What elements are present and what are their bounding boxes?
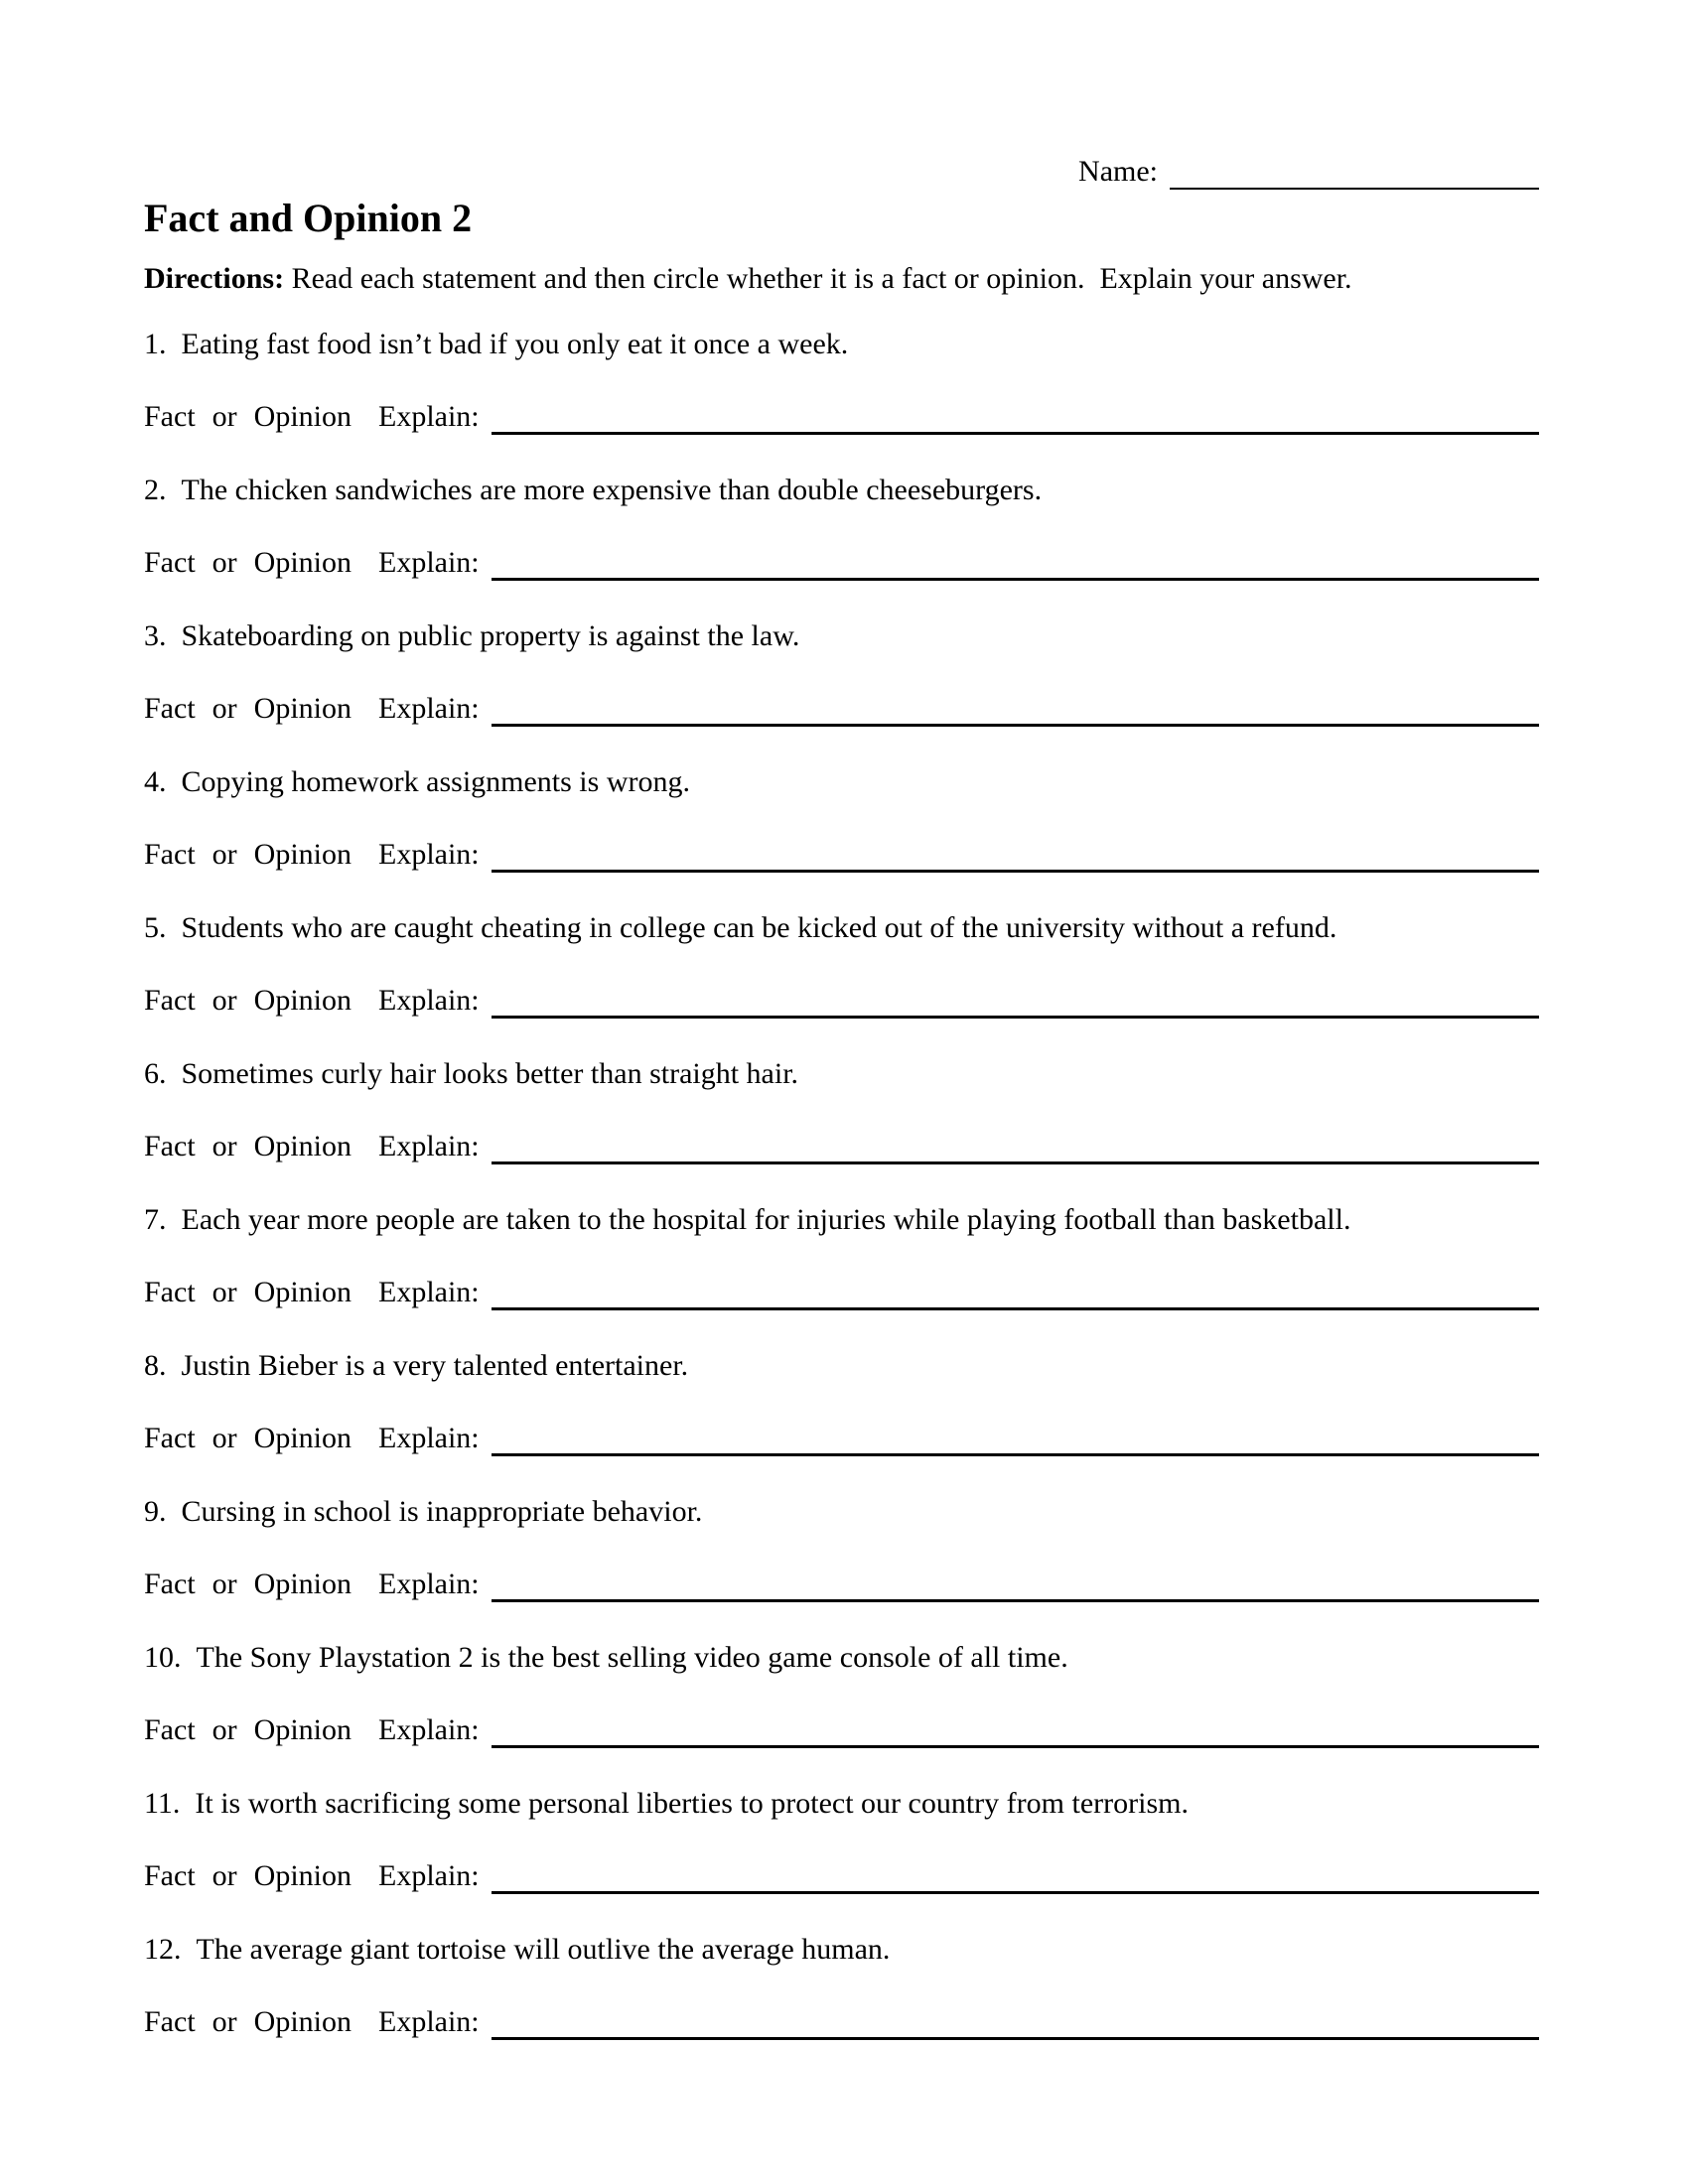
statement: [144, 618, 1539, 654]
explain-blank[interactable]: [492, 1129, 1539, 1164]
statement: [144, 1056, 1539, 1092]
statement-text: It is worth sacrificing some personal liberties to protect our country from terrorism.: [195, 1786, 1189, 1820]
statement-text: Each year more people are taken to the hospital for injuries while playing football than basketball.: [181, 1202, 1351, 1236]
page-title: Fact and Opinion 2: [144, 195, 473, 240]
worksheet-item: [144, 1932, 1539, 2040]
opinion-choice[interactable]: Opinion: [253, 1712, 352, 1746]
item-number: 8.: [144, 1348, 167, 1382]
answer-row: [144, 1421, 1539, 1456]
or-label: or: [211, 837, 237, 871]
item-number: 4.: [144, 764, 167, 798]
statement-text: Students who are caught cheating in college can be kicked out of the university without a refund.: [181, 910, 1337, 944]
worksheet-item: [144, 327, 1539, 435]
item-number: 2.: [144, 473, 167, 506]
explain-label: Explain:: [378, 691, 480, 725]
worksheet-item: [144, 1786, 1539, 1894]
explain-blank[interactable]: [492, 1275, 1539, 1310]
worksheet-item: [144, 1056, 1539, 1164]
explain-label: Explain:: [378, 1421, 480, 1454]
answer-row: [144, 1567, 1539, 1602]
fact-choice[interactable]: Fact: [144, 1421, 196, 1454]
answer-row: [144, 399, 1539, 435]
fact-choice[interactable]: Fact: [144, 545, 196, 579]
explain-blank[interactable]: [492, 1712, 1539, 1748]
opinion-choice[interactable]: Opinion: [253, 1858, 352, 1892]
explain-blank[interactable]: [492, 1421, 1539, 1456]
statement-text: Sometimes curly hair looks better than straight hair.: [181, 1056, 799, 1090]
statement-text: Eating fast food isn’t bad if you only eat it once a week.: [181, 327, 849, 360]
or-label: or: [211, 2004, 237, 2038]
worksheet-item: [144, 764, 1539, 873]
worksheet-item: [144, 910, 1539, 1019]
explain-label: Explain:: [378, 1567, 480, 1600]
fact-choice[interactable]: Fact: [144, 1567, 196, 1600]
statement: [144, 1494, 1539, 1530]
opinion-choice[interactable]: Opinion: [253, 837, 352, 871]
statement-text: Skateboarding on public property is against the law.: [181, 618, 800, 652]
or-label: or: [211, 545, 237, 579]
fact-choice[interactable]: Fact: [144, 691, 196, 725]
worksheet-item: [144, 1202, 1539, 1310]
statement: [144, 1640, 1539, 1676]
opinion-choice[interactable]: Opinion: [253, 691, 352, 725]
item-number: 9.: [144, 1494, 167, 1528]
or-label: or: [211, 691, 237, 725]
fact-choice[interactable]: Fact: [144, 1712, 196, 1746]
opinion-choice[interactable]: Opinion: [253, 1275, 352, 1308]
opinion-choice[interactable]: Opinion: [253, 1567, 352, 1600]
answer-row: [144, 691, 1539, 727]
explain-label: Explain:: [378, 2004, 480, 2038]
statement: [144, 1202, 1539, 1238]
name-row: [144, 155, 1539, 190]
item-number: 7.: [144, 1202, 167, 1236]
opinion-choice[interactable]: Opinion: [253, 983, 352, 1017]
statement: [144, 764, 1539, 800]
directions-text: Read each statement and then circle whether it is a fact or opinion. Explain your answer.: [284, 261, 1352, 295]
worksheet-item: [144, 473, 1539, 581]
item-number: 12.: [144, 1932, 182, 1966]
statement-text: Copying homework assignments is wrong.: [181, 764, 690, 798]
explain-label: Explain:: [378, 837, 480, 871]
answer-row: [144, 983, 1539, 1019]
or-label: or: [211, 1858, 237, 1892]
statement: [144, 910, 1539, 946]
explain-blank[interactable]: [492, 691, 1539, 727]
explain-label: Explain:: [378, 1858, 480, 1892]
answer-row: [144, 837, 1539, 873]
worksheet-item: [144, 1348, 1539, 1456]
or-label: or: [211, 1712, 237, 1746]
explain-blank[interactable]: [492, 983, 1539, 1019]
item-number: 5.: [144, 910, 167, 944]
directions: [144, 261, 1539, 297]
statement: [144, 1932, 1539, 1968]
fact-choice[interactable]: Fact: [144, 837, 196, 871]
worksheet-item: [144, 1640, 1539, 1748]
statement: [144, 327, 1539, 362]
or-label: or: [211, 1567, 237, 1600]
name-blank[interactable]: [1170, 156, 1539, 190]
statement: [144, 1786, 1539, 1822]
answer-row: [144, 1858, 1539, 1894]
answer-row: [144, 2004, 1539, 2040]
explain-label: Explain:: [378, 1129, 480, 1162]
answer-row: [144, 1712, 1539, 1748]
item-number: 6.: [144, 1056, 167, 1090]
explain-blank[interactable]: [492, 399, 1539, 435]
explain-blank[interactable]: [492, 1567, 1539, 1602]
or-label: or: [211, 983, 237, 1017]
opinion-choice[interactable]: Opinion: [253, 1129, 352, 1162]
explain-label: Explain:: [378, 1712, 480, 1746]
explain-blank[interactable]: [492, 545, 1539, 581]
answer-row: [144, 545, 1539, 581]
directions-label: Directions:: [144, 261, 285, 295]
worksheet-item: [144, 1494, 1539, 1602]
opinion-choice[interactable]: Opinion: [253, 1421, 352, 1454]
item-number: 10.: [144, 1640, 182, 1674]
fact-choice[interactable]: Fact: [144, 1129, 196, 1162]
answer-row: [144, 1129, 1539, 1164]
statement: [144, 473, 1539, 508]
or-label: or: [211, 1421, 237, 1454]
or-label: or: [211, 1275, 237, 1308]
opinion-choice[interactable]: Opinion: [253, 399, 352, 433]
statement-text: The average giant tortoise will outlive the average human.: [196, 1932, 891, 1966]
fact-choice[interactable]: Fact: [144, 399, 196, 433]
explain-blank[interactable]: [492, 1858, 1539, 1894]
answer-row: [144, 1275, 1539, 1310]
opinion-choice[interactable]: Opinion: [253, 545, 352, 579]
worksheet-item: [144, 618, 1539, 727]
item-number: 3.: [144, 618, 167, 652]
explain-label: Explain:: [378, 983, 480, 1017]
fact-choice[interactable]: Fact: [144, 1275, 196, 1308]
statement-text: The Sony Playstation 2 is the best selling video game console of all time.: [196, 1640, 1068, 1674]
or-label: or: [211, 1129, 237, 1162]
fact-choice[interactable]: Fact: [144, 2004, 196, 2038]
explain-blank[interactable]: [492, 837, 1539, 873]
statement-text: Justin Bieber is a very talented entertainer.: [181, 1348, 689, 1382]
name-label: Name:: [1078, 155, 1158, 188]
item-number: 1.: [144, 327, 167, 360]
statement: [144, 1348, 1539, 1384]
opinion-choice[interactable]: Opinion: [253, 2004, 352, 2038]
statement-text: Cursing in school is inappropriate behavior.: [181, 1494, 703, 1528]
or-label: or: [211, 399, 237, 433]
fact-choice[interactable]: Fact: [144, 1858, 196, 1892]
explain-label: Explain:: [378, 545, 480, 579]
item-number: 11.: [144, 1786, 181, 1820]
explain-blank[interactable]: [492, 2004, 1539, 2040]
fact-choice[interactable]: Fact: [144, 983, 196, 1017]
explain-label: Explain:: [378, 1275, 480, 1308]
statement-text: The chicken sandwiches are more expensive than double cheeseburgers.: [181, 473, 1043, 506]
explain-label: Explain:: [378, 399, 480, 433]
